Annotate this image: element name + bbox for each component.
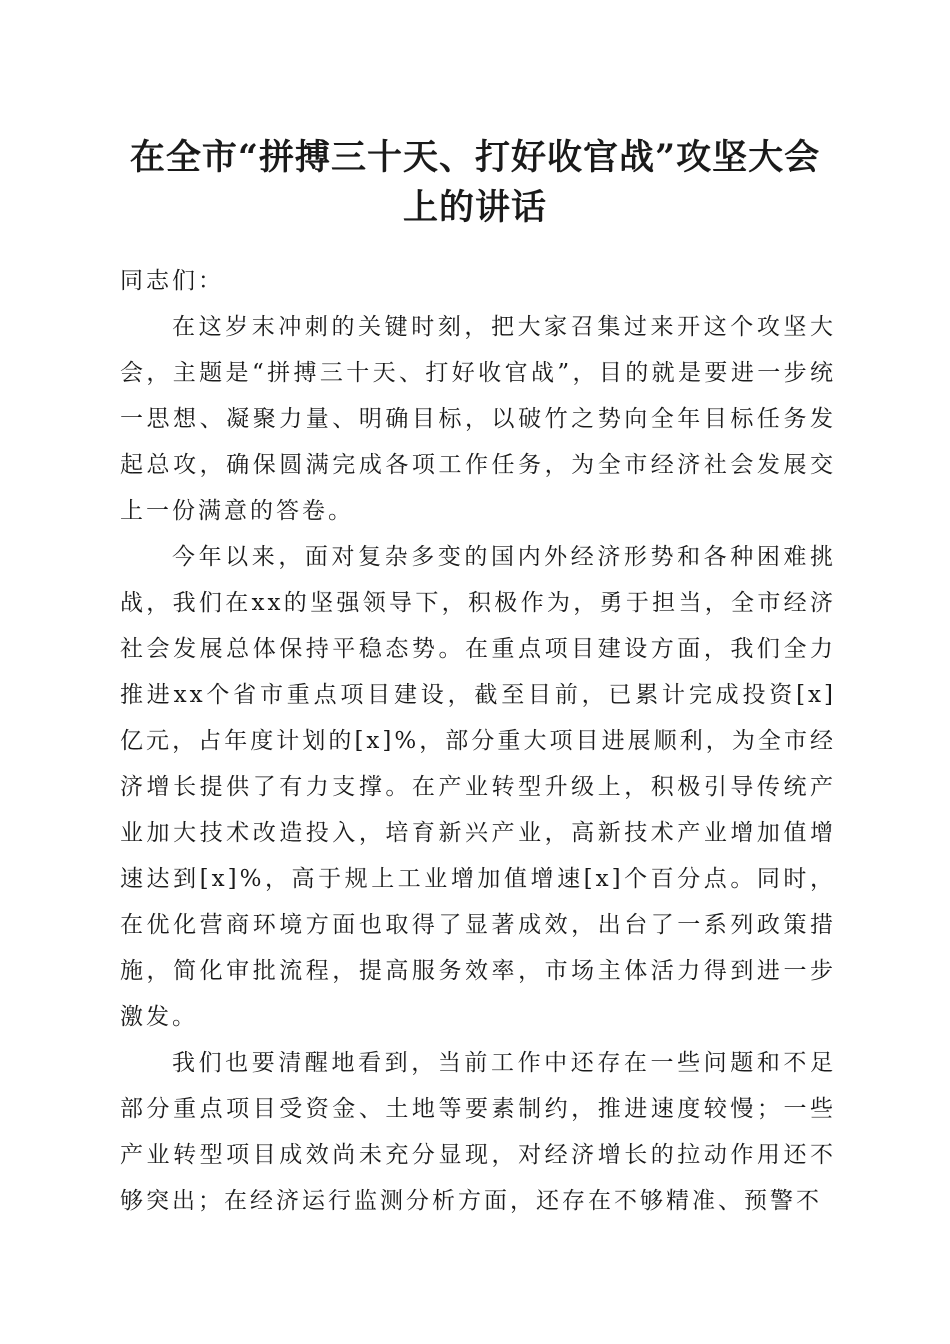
paragraph-2: 今年以来，面对复杂多变的国内外经济形势和各种困难挑战，我们在xx的坚强领导下，积极作为，勇于担当，全市经济社会发展总体保持平稳态势。在重点项目建设方面，我们全力推进xx个省市重点项目建设，截至目前，已累计完成投资[x]亿元，占年度计划的[x]%，部分重大项目进展顺利，为全市经济增长提供了有力支撑。在产业转型升级上，积极引导传统产业加大技术改造投入，培育新兴产业，高新技术产业增加值增速达到[x]%，高于规上工业增加值增速[x]个百分点。同时，在优化营商环境方面也取得了显著成效，出台了一系列政策措施，简化审批流程，提高服务效率，市场主体活力得到进一步激发。	[120, 544, 836, 1030]
salutation: 同志们：	[120, 268, 224, 294]
title-line-2: 上的讲话	[402, 187, 547, 228]
document-title	[100, 133, 850, 233]
title-line-1: 在全市“拼搏三十天、打好收官战”攻坚大会	[129, 137, 821, 178]
paragraph-1: 在这岁末冲刺的关键时刻，把大家召集过来开这个攻坚大会，主题是“拼搏三十天、打好收官战”，目的就是要进一步统一思想、凝聚力量、明确目标，以破竹之势向全年目标任务发起总攻，确保圆满完成各项工作任务，为全市经济社会发展交上一份满意的答卷。	[120, 314, 836, 524]
paragraph-3: 我们也要清醒地看到，当前工作中还存在一些问题和不足部分重点项目受资金、土地等要素制约，推进速度较慢；一些产业转型项目成效尚未充分显现，对经济增长的拉动作用还不够突出；在经济运行监测分析方面，还存在不够精准、预警不	[120, 1050, 836, 1214]
document-body	[120, 258, 836, 1224]
